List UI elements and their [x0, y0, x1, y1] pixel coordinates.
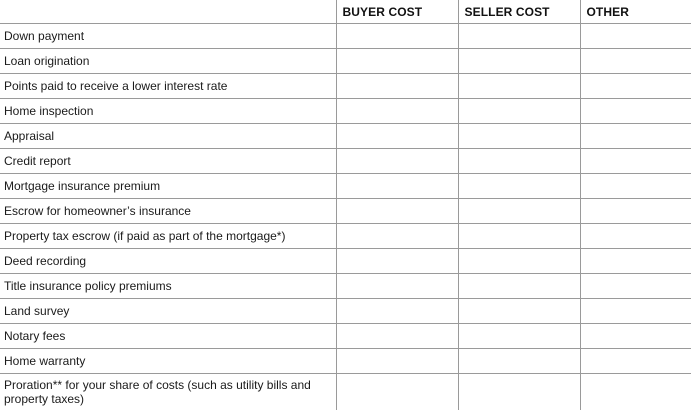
other-cost-cell[interactable]	[580, 99, 691, 124]
row-label: Deed recording	[0, 249, 336, 274]
row-label: Appraisal	[0, 124, 336, 149]
header-row	[0, 0, 691, 24]
table-row	[0, 249, 691, 274]
other-cost-cell[interactable]	[580, 124, 691, 149]
other-cost-cell[interactable]	[580, 349, 691, 374]
table-row	[0, 349, 691, 374]
row-label: Loan origination	[0, 49, 336, 74]
seller-cost-cell[interactable]	[458, 24, 580, 49]
table-row	[0, 49, 691, 74]
other-cost-cell[interactable]	[580, 24, 691, 49]
table-row	[0, 374, 691, 411]
row-label: Home warranty	[0, 349, 336, 374]
other-cost-cell[interactable]	[580, 374, 691, 411]
other-cost-cell[interactable]	[580, 299, 691, 324]
seller-cost-cell[interactable]	[458, 299, 580, 324]
other-cost-cell[interactable]	[580, 49, 691, 74]
buyer-cost-cell[interactable]	[336, 299, 458, 324]
seller-cost-cell[interactable]	[458, 124, 580, 149]
other-cost-cell[interactable]	[580, 74, 691, 99]
buyer-cost-cell[interactable]	[336, 149, 458, 174]
buyer-cost-cell[interactable]	[336, 324, 458, 349]
row-label: Points paid to receive a lower interest rate	[0, 74, 336, 99]
header-item	[0, 0, 336, 24]
table-row	[0, 99, 691, 124]
other-cost-cell[interactable]	[580, 324, 691, 349]
seller-cost-cell[interactable]	[458, 74, 580, 99]
header-buyer-cost: BUYER COST	[336, 0, 458, 24]
table-row	[0, 174, 691, 199]
buyer-cost-cell[interactable]	[336, 74, 458, 99]
table-row	[0, 324, 691, 349]
other-cost-cell[interactable]	[580, 274, 691, 299]
seller-cost-cell[interactable]	[458, 224, 580, 249]
table-row	[0, 299, 691, 324]
other-cost-cell[interactable]	[580, 224, 691, 249]
buyer-cost-cell[interactable]	[336, 99, 458, 124]
row-label: Escrow for homeowner’s insurance	[0, 199, 336, 224]
buyer-cost-cell[interactable]	[336, 274, 458, 299]
buyer-cost-cell[interactable]	[336, 224, 458, 249]
buyer-cost-cell[interactable]	[336, 349, 458, 374]
seller-cost-cell[interactable]	[458, 274, 580, 299]
row-label: Property tax escrow (if paid as part of the mortgage*)	[0, 224, 336, 249]
buyer-cost-cell[interactable]	[336, 249, 458, 274]
buyer-cost-cell[interactable]	[336, 174, 458, 199]
buyer-cost-cell[interactable]	[336, 374, 458, 411]
row-label: Credit report	[0, 149, 336, 174]
row-label: Notary fees	[0, 324, 336, 349]
seller-cost-cell[interactable]	[458, 249, 580, 274]
seller-cost-cell[interactable]	[458, 149, 580, 174]
row-label: Mortgage insurance premium	[0, 174, 336, 199]
row-label: Title insurance policy premiums	[0, 274, 336, 299]
table-row	[0, 149, 691, 174]
buyer-cost-cell[interactable]	[336, 124, 458, 149]
row-label: Proration** for your share of costs (such as utility bills and property taxes)	[4, 378, 311, 406]
table-row	[0, 199, 691, 224]
row-label: Home inspection	[0, 99, 336, 124]
seller-cost-cell[interactable]	[458, 49, 580, 74]
table-row	[0, 224, 691, 249]
row-label: Down payment	[0, 24, 336, 49]
table-row	[0, 274, 691, 299]
other-cost-cell[interactable]	[580, 199, 691, 224]
other-cost-cell[interactable]	[580, 149, 691, 174]
seller-cost-cell[interactable]	[458, 324, 580, 349]
seller-cost-cell[interactable]	[458, 349, 580, 374]
other-cost-cell[interactable]	[580, 174, 691, 199]
seller-cost-cell[interactable]	[458, 199, 580, 224]
row-label: Land survey	[0, 299, 336, 324]
other-cost-cell[interactable]	[580, 249, 691, 274]
buyer-cost-cell[interactable]	[336, 199, 458, 224]
buyer-cost-cell[interactable]	[336, 24, 458, 49]
seller-cost-cell[interactable]	[458, 99, 580, 124]
seller-cost-cell[interactable]	[458, 374, 580, 411]
buyer-cost-cell[interactable]	[336, 49, 458, 74]
table-row	[0, 24, 691, 49]
table-row	[0, 124, 691, 149]
header-seller-cost: SELLER COST	[458, 0, 580, 24]
seller-cost-cell[interactable]	[458, 174, 580, 199]
table-row	[0, 74, 691, 99]
header-other: OTHER	[580, 0, 691, 24]
